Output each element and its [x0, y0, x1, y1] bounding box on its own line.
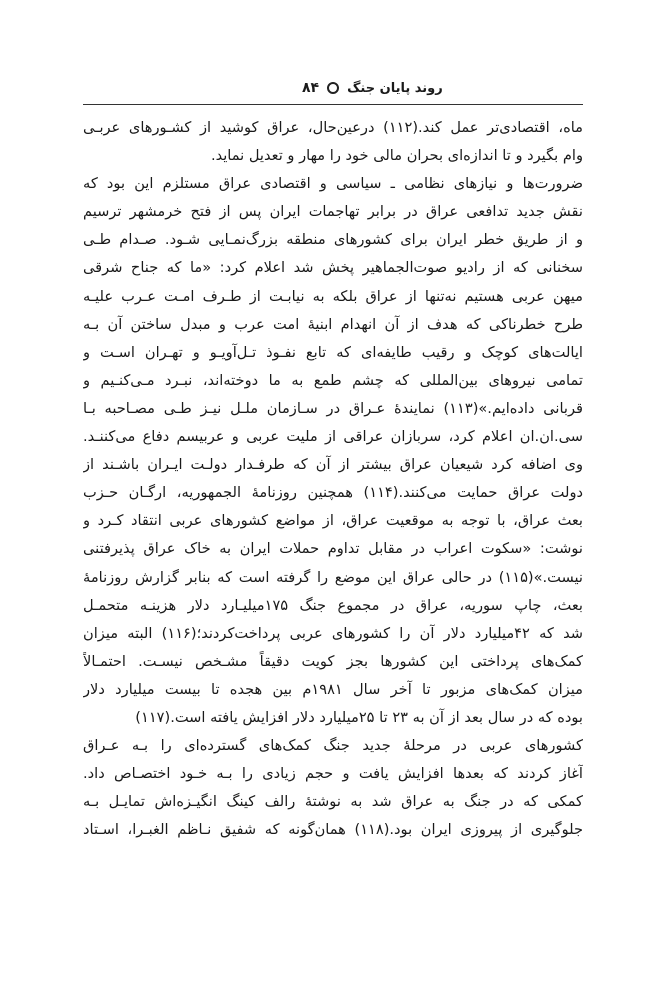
text-line: بعث، چاپ سوریه، عراق در مجموع جنگ ۱۷۵میلیـارد دلار هزینـه متحمـل — [83, 596, 583, 614]
text-line: بوده که در سال بعد از آن به ۲۳ تا ۲۵میلیارد دلار افزایش یافته است.(۱۱۷) — [135, 708, 583, 726]
text-line: میزان کمک‌های مزبور تا آخر سال ۱۹۸۱م بین هجده تا بیست میلیارد دلار — [83, 680, 583, 698]
text-line: سخنانی که از رادیو صوت‌الجماهیر پخش شد اعلام کرد: «ما که جناح شرقی — [83, 259, 583, 277]
text-line: قربانی داده‌ایم.»(۱۱۳) نمایندۀ عـراق در سـازمان ملـل نیـز طـی مصـاحبه بـا — [83, 399, 583, 417]
body-text — [83, 114, 583, 844]
text-line: و از طریق خطر ایران برای کشورهای منطقه بزرگ‌نمـایی شـود. صـدام طـی — [83, 231, 583, 249]
text-line: وام بگیرد و تا اندازه‌ای بحران مالی خود را مهار و تعدیل نماید. — [210, 147, 583, 165]
text-line: وی اضافه کرد شیعیان عراق بیشتر از آن که طرفـدار دولـت ایـران باشـند از — [83, 456, 583, 474]
text-line: نوشت: «سکوت اعراب در مقابل تداوم حملات ایران به خاک عراق پذیرفتنی — [83, 540, 583, 558]
text-line: ضرورت‌ها و نیازهای نظامی ـ سیاسی و اقتصادی عراق مستلزم این بود که — [83, 175, 583, 193]
header-rule — [83, 104, 583, 105]
text-line: کمک‌های پرداختی این کشورها بجز کویت دقیقاً مشـخص نیسـت. احتمـالاً — [83, 652, 583, 670]
circle-ornament-icon — [327, 82, 339, 94]
text-line: سی.ان.ان اعلام کرد، سربازان عراقی از ملیت عربی و عربیسم دفاع می‌کننـد. — [83, 428, 583, 446]
text-line: ایالت‌های کوچک و رقیب طایفه‌ای که تابع نفـوذ تـل‌آویـو و تهـران اسـت و — [83, 343, 583, 361]
text-line: تمامی نیروهای بین‌المللی که چشم طمع به ما دوخته‌اند، نبـرد مـی‌کنـیم و — [83, 371, 583, 389]
text-line: جلوگیری از پیروزی ایران بود.(۱۱۸) همان‌گونه که شفیق نـاظم الغبـرا، اسـتاد — [83, 821, 583, 839]
page-number: ۸۴ — [302, 80, 320, 96]
text-line: آغاز کردند که بعدها افزایش یافت و حجم زیادی را بـه خـود اختصـاص داد. — [83, 765, 583, 783]
text-line: کشورهای عربی در مرحلۀ جدید جنگ کمک‌های گسترده‌ای را بـه عـراق — [83, 737, 583, 755]
text-line: نیست.»(۱۱۵) در حالی عراق این موضع را گرفته است که بنابر گزارش روزنامۀ — [83, 568, 583, 586]
text-line: دولت عراق حمایت می‌کنند.(۱۱۴) همچنین روزنامۀ الجمهوریه، ارگـان حـزب — [83, 484, 583, 502]
text-line: شد که ۴۲میلیارد دلار آن را کشورهای عربی پرداخت‌کردند؛(۱۱۶) البته میزان — [83, 624, 583, 642]
text-line: میهن عربی هستیم نه‌تنها از عراق بلکه به نیابـت از طـرف امـت عـرب علیـه — [83, 287, 583, 305]
running-header — [302, 76, 582, 100]
text-line: کمکی که در جنگ به عراق شد به نوشتۀ رالف کینگ انگیـزه‌اش تمایـل بـه — [83, 793, 583, 811]
text-line: نقش جدید تدافعی عراق در برابر تهاجمات ایران پس از فتح خرمشهر ترسیم — [83, 203, 583, 221]
text-line: ماه، اقتصادی‌تر عمل کند.(۱۱۲) درعین‌حال، عراق کوشید از کشـورهای عربـی — [83, 119, 583, 136]
text-line: طرح خطرناکی که هدف از آن انهدام ابنیۀ امت عرب و مبدل ساختن آن بـه — [83, 315, 583, 333]
running-title: روند پایان جنگ — [347, 80, 443, 96]
text-line: بعث عراق، با توجه به موقعیت عراق، از مواضع کشورهای عربی انتقاد کـرد و — [83, 512, 583, 530]
